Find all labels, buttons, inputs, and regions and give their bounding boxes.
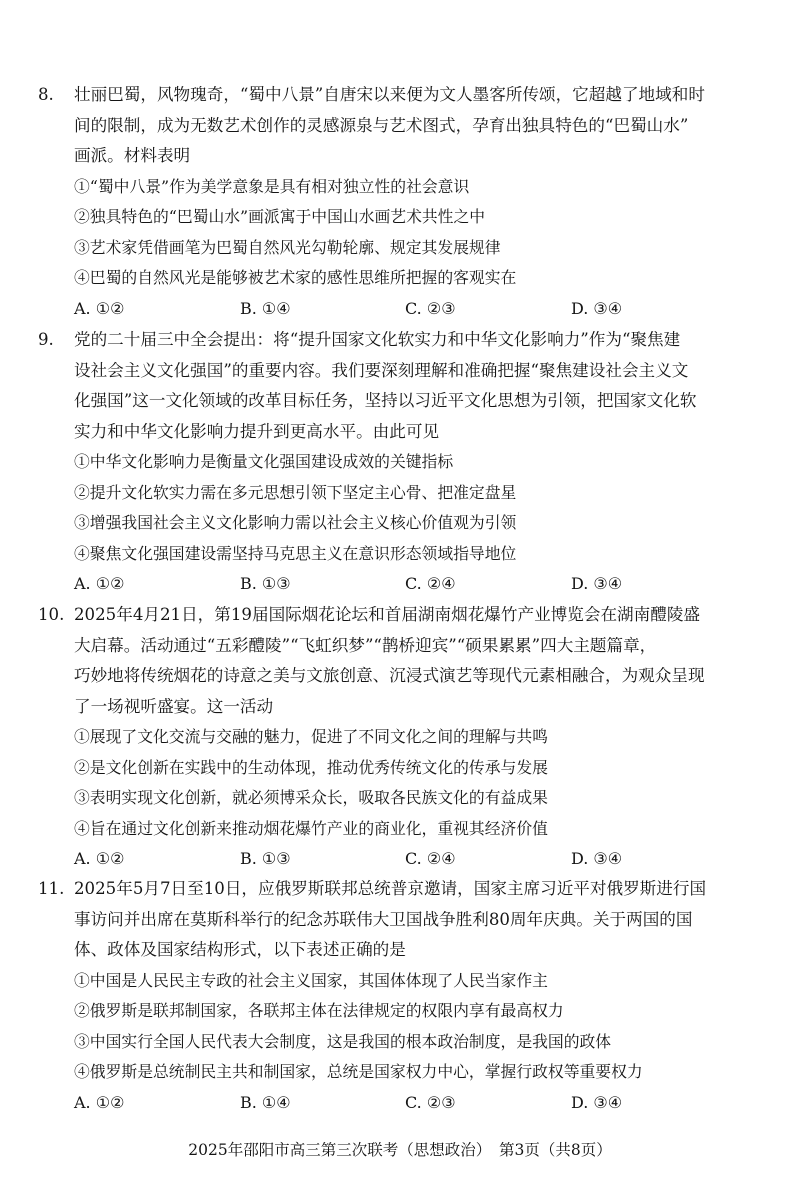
question-stem-line: 11. 2025年5月7日至10日，应俄罗斯联邦总统普京邀请，国家主席习近平对俄罗斯进行国 [38,874,778,905]
question-stem-line: 大启幕。活动通过“五彩醴陵”“飞虹织梦”“鹊桥迎宾”“硕果累累”四大主题篇章， [74,635,657,655]
question-stem-line: 事访问并出席在莫斯科举行的纪念苏联伟大卫国战争胜利80周年庆典。关于两国的国 [74,909,693,929]
question-number: 8. [38,85,54,104]
answer-choices [74,294,778,325]
statement-option: ④旨在通过文化创新来推动烟花爆竹产业的商业化，重视其经济价值 [74,818,548,838]
answer-choices [74,569,778,600]
statement-option: ②是文化创新在实践中的生动体现，推动优秀传统文化的传承与发展 [74,757,548,777]
question-stem-line: 化强国”这一文化领域的改革目标任务，坚持以习近平文化思想为引领，把国家文化软 [74,391,697,410]
question-number: 9. [38,330,54,349]
statement-option: ①中华文化影响力是衡量文化强国建设成效的关键指标 [74,452,454,471]
choice-a[interactable]: A. ①② [74,1092,125,1112]
statement-option: ①展现了文化交流与交融的魅力，促进了不同文化之间的理解与共鸣 [74,727,548,746]
question-9 [38,325,778,600]
question-stem-line: 体、政体及国家结构形式，以下表述正确的是 [74,940,406,959]
question-number: 10. [38,605,65,624]
statement-option: ④聚焦文化强国建设需坚持马克思主义在意识形态领域指导地位 [74,543,517,563]
answer-choices [74,1088,778,1119]
question-11 [38,874,778,1118]
choice-d[interactable]: D. ③④ [571,298,623,318]
question-stem-line: 画派。材料表明 [74,146,191,165]
question-stem-line: 9. 党的二十届三中全会提出：将“提升国家文化软实力和中华文化影响力”作为“聚焦建 [38,325,778,356]
statement-option: ①“蜀中八景”作为美学意象是具有相对独立性的社会意识 [74,176,470,196]
statement-option: ③增强我国社会主义文化影响力需以社会主义核心价值观为引领 [74,513,517,532]
choice-c[interactable]: C. ②③ [405,298,456,318]
answer-choices [74,844,778,875]
page-footer: 2025年邵阳市高三第三次联考（思想政治） 第3页（共8页） [188,1141,612,1159]
choice-b[interactable]: B. ①④ [240,1092,291,1112]
statement-option: ④俄罗斯是总统制民主共和制国家，总统是国家权力中心，掌握行政权等重要权力 [74,1062,643,1081]
statement-option: ③表明实现文化创新，就必须博采众长，吸取各民族文化的有益成果 [74,788,548,807]
choice-c[interactable]: C. ②④ [405,574,456,593]
statement-option: ②独具特色的“巴蜀山水”画派寓于中国山水画艺术共性之中 [74,207,486,226]
statement-option: ②俄罗斯是联邦制国家，各联邦主体在法律规定的权限内享有最高权力 [74,1001,564,1020]
choice-d[interactable]: D. ③④ [571,574,623,593]
question-8 [38,80,778,324]
choice-c[interactable]: C. ②④ [405,849,456,868]
choice-d[interactable]: D. ③④ [571,849,623,868]
question-stem-line: 10. 2025年4月21日，第19届国际烟花论坛和首届湖南烟花爆竹产业博览会在湖南醴陵盛 [38,600,778,631]
question-stem-line: 了一场视听盛宴。这一活动 [74,696,274,716]
question-number: 11. [38,879,65,898]
statement-option: ②提升文化软实力需在多元思想引领下坚定主心骨、把准定盘星 [74,482,517,502]
choice-d[interactable]: D. ③④ [571,1092,623,1112]
question-stem-line: 间的限制，成为无数艺术创作的灵感源泉与艺术图式，孕育出独具特色的“巴蜀山水” [74,115,689,135]
statement-option: ①中国是人民民主专政的社会主义国家，其国体体现了人民当家作主 [74,970,548,990]
choice-b[interactable]: B. ①④ [240,298,291,318]
choice-a[interactable]: A. ①② [74,574,125,593]
choice-a[interactable]: A. ①② [74,298,125,318]
choice-c[interactable]: C. ②③ [405,1092,456,1112]
question-10 [38,600,778,875]
question-stem-line: 巧妙地将传统烟花的诗意之美与文旅创意、沉浸式演艺等现代元素相融合，为观众呈现 [74,666,705,685]
question-stem-line: 设社会主义文化强国”的重要内容。我们要深刻理解和准确把握“聚焦建设社会主义文 [74,360,689,380]
choice-a[interactable]: A. ①② [74,849,125,868]
statement-option: ③中国实行全国人民代表大会制度，这是我国的根本政治制度，是我国的政体 [74,1031,612,1051]
statement-option: ③艺术家凭借画笔为巴蜀自然风光勾勒轮廓、规定其发展规律 [74,237,501,257]
question-stem-line: 8. 壮丽巴蜀，风物瑰奇，“蜀中八景”自唐宋以来便为文人墨客所传颂，它超越了地域和时 [38,80,778,111]
choice-b[interactable]: B. ①③ [240,849,291,868]
statement-option: ④巴蜀的自然风光是能够被艺术家的感性思维所把握的客观实在 [74,268,517,287]
choice-b[interactable]: B. ①③ [240,574,291,593]
question-stem-line: 实力和中华文化影响力提升到更高水平。由此可见 [74,421,440,441]
